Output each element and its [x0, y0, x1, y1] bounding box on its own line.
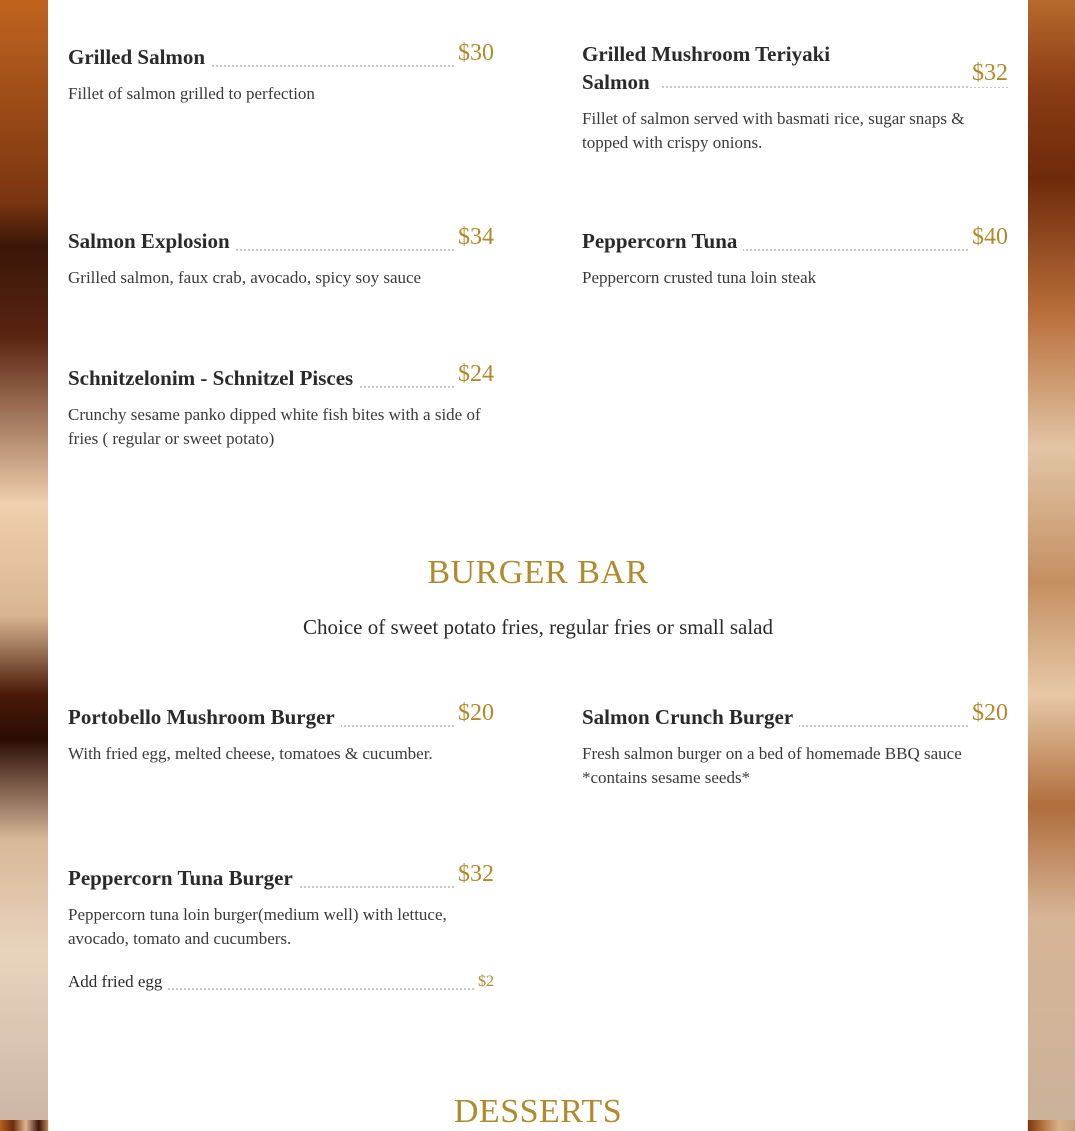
- menu-item: [582, 40, 1008, 155]
- menu-item-description: Crunchy sesame panko dipped white fish bites with a side of fries ( regular or sweet potato): [68, 405, 481, 448]
- menu-item-price: $34: [454, 224, 494, 251]
- menu-item-price: $32: [968, 60, 1008, 87]
- section-title-burger-bar: BURGER BAR: [427, 554, 649, 591]
- addon-name: Add fried egg: [68, 972, 168, 991]
- background-photo-left: [0, 0, 48, 1120]
- section-subtitle: Choice of sweet potato fries, regular fries or small salad: [302, 615, 773, 639]
- section-title-desserts: DESSERTS: [453, 1093, 623, 1130]
- menu-item-description: Peppercorn crusted tuna loin steak: [582, 268, 817, 287]
- menu-item: [68, 861, 494, 951]
- menu-item-name: Grilled Salmon: [68, 45, 211, 69]
- menu-item: [68, 40, 494, 106]
- menu-item-name: Peppercorn Tuna: [582, 229, 743, 253]
- menu-item-description: Fillet of salmon served with basmati rice, sugar snaps & topped with crispy onions.: [582, 109, 965, 152]
- menu-item-name-line1: Grilled Mushroom Teriyaki: [582, 40, 1008, 68]
- menu-item: [68, 224, 494, 290]
- menu-item-name: Portobello Mushroom Burger: [68, 705, 341, 729]
- menu-item-name: Schnitzelonim - Schnitzel Pisces: [68, 366, 359, 390]
- menu-addon: [68, 972, 494, 996]
- addon-price: $2: [474, 973, 494, 991]
- menu-item-description: Peppercorn tuna loin burger(medium well) with lettuce, avocado, tomato and cucumbers.: [68, 905, 447, 948]
- menu-item: [582, 700, 1008, 790]
- menu-item-description: Fresh salmon burger on a bed of homemade BBQ sauce *contains sesame seeds*: [582, 744, 962, 787]
- menu-item-name: Peppercorn Tuna Burger: [68, 866, 299, 890]
- menu-item-price: $20: [454, 700, 494, 727]
- menu-item-name: Salmon Crunch Burger: [582, 705, 799, 729]
- menu-item-price: $24: [454, 361, 494, 388]
- menu-item-price: $40: [968, 224, 1008, 251]
- menu-item: [582, 224, 1008, 290]
- menu-item-description: With fried egg, melted cheese, tomatoes & cucumber.: [68, 744, 433, 763]
- menu-item-price: $30: [454, 40, 494, 67]
- menu-item: [68, 361, 494, 451]
- menu-panel: [48, 0, 1028, 1130]
- menu-item-price: $32: [454, 861, 494, 888]
- menu-item-description: Grilled salmon, faux crab, avocado, spicy soy sauce: [68, 268, 422, 287]
- menu-item-name: Salmon Explosion: [68, 229, 236, 253]
- menu-item: [68, 700, 494, 766]
- background-photo-right: [1028, 0, 1075, 1120]
- menu-item-description: Fillet of salmon grilled to perfection: [68, 84, 315, 103]
- menu-item-name-line2: Salmon: [582, 70, 660, 94]
- menu-item-price: $20: [968, 700, 1008, 727]
